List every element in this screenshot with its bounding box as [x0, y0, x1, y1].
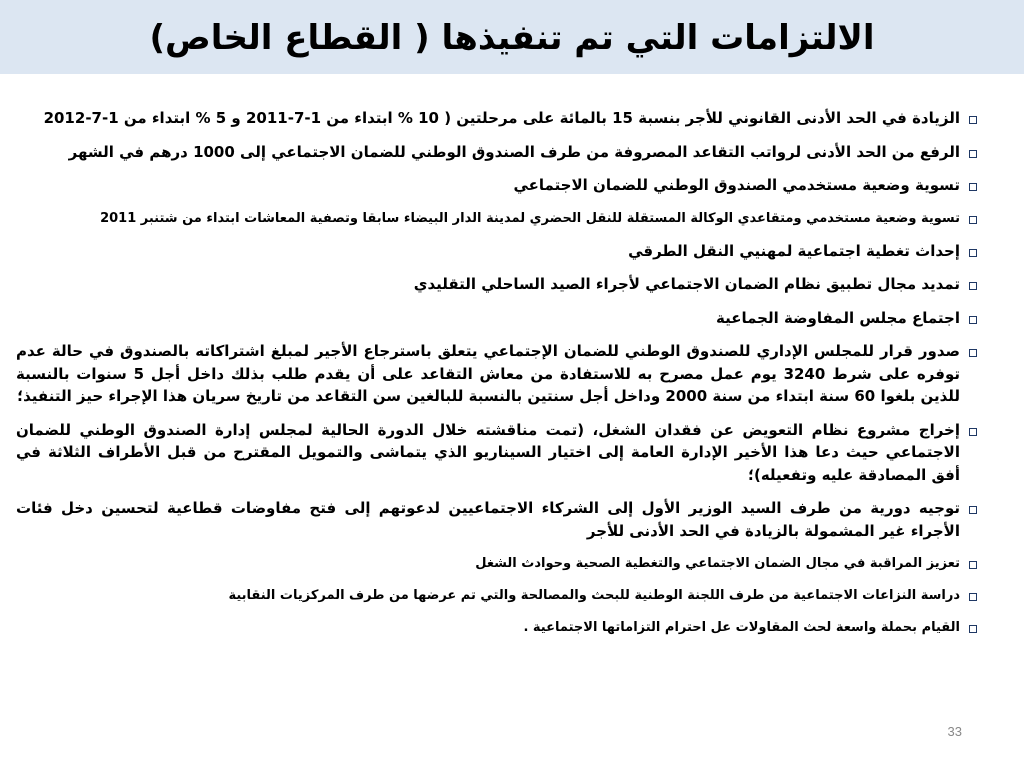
list-item — [16, 340, 982, 408]
bullet-text: القيام بحملة واسعة لحث المقاولات عل احترام التزاماتها الاجتماعية . — [523, 620, 960, 635]
list-item — [16, 141, 982, 164]
square-bullet-icon — [960, 307, 982, 329]
square-bullet-icon — [960, 419, 982, 441]
bullet-text: صدور قرار للمجلس الإداري للصندوق الوطني للضمان الإجتماعي يتعلق باسترجاع الأجير لمبلغ اشتراكاته بالصندوق في حالة عدم توفره على شرط 3240 يوم عمل مصرح به للاستفادة من معاش التقاعد على أن يقدم طلب بذلك داخل أجل 5 سنوات بالنسبة للذين بلغوا 60 سنة ابتداء من سنة 2000 وداخل أجل سنتين بالنسبة للبالغين سن التقاعد من تاريخ سريان هذا الإجراء حيز التنفيذ؛ — [16, 342, 960, 405]
bullet-list — [16, 107, 982, 649]
list-item — [16, 273, 982, 296]
page-number: 33 — [947, 724, 962, 739]
square-bullet-icon — [960, 107, 982, 129]
square-bullet-icon — [960, 273, 982, 295]
list-item — [16, 208, 982, 230]
list-item — [16, 107, 982, 130]
bullet-text: اجتماع مجلس المفاوضة الجماعية — [715, 308, 960, 327]
bullet-text: الرفع من الحد الأدنى لرواتب التقاعد المصروفة من طرف الصندوق الوطني للضمان الاجتماعي إلى 1000 درهم في الشهر — [68, 142, 960, 161]
square-bullet-icon — [960, 141, 982, 163]
square-bullet-icon — [960, 240, 982, 262]
bullet-text: إخراج مشروع نظام التعويض عن فقدان الشغل، (تمت مناقشته خلال الدورة الحالية لمجلس إدارة الصندوق الوطني للضمان الاجتماعي حيث دعا هذا الأخير الإدارة العامة إلى اختيار السيناريو الذي يتماشى والتمويل المقترح من قبل الأطراف الثلاثة في أفق المصادقة عليه وتفعيله)؛ — [16, 420, 960, 484]
list-item — [16, 585, 982, 607]
bullet-text: تعزيز المراقبة في مجال الضمان الاجتماعي والتغطية الصحية وحوادث الشغل — [475, 556, 960, 571]
bullet-text: الزيادة في الحد الأدنى القانوني للأجر بنسبة 15 بالمائة على مرحلتين ( 10 % ابتداء من 1-7-2011 و 5 % ابتداء من 1-7-2012 — [43, 109, 960, 127]
square-bullet-icon — [960, 617, 982, 639]
bullet-text: إحداث تغطية اجتماعية لمهنيي النقل الطرقي — [628, 241, 960, 260]
slide-title: الالتزامات التي تم تنفيذها ( القطاع الخاص) — [149, 18, 875, 58]
square-bullet-icon — [960, 208, 982, 230]
list-item — [16, 240, 982, 263]
square-bullet-icon — [960, 497, 982, 519]
square-bullet-icon — [960, 174, 982, 196]
list-item — [16, 553, 982, 575]
bullet-text: توجيه دورية من طرف السيد الوزير الأول إلى الشركاء الاجتماعيين لدعوتهم إلى فتح مفاوضات قطاعية لتحسين دخل فئات الأجراء غير المشمولة بالزيادة في الحد الأدنى للأجر — [16, 499, 960, 540]
list-item — [16, 497, 982, 542]
list-item — [16, 307, 982, 330]
bullet-text: تسوية وضعية مستخدمي الصندوق الوطني للضمان الاجتماعي — [513, 176, 960, 194]
bullet-text: تسوية وضعية مستخدمي ومتقاعدي الوكالة المستقلة للنقل الحضري لمدينة الدار البيضاء سابقا وتصفية المعاشات ابتداء من شتنبر 2011 — [100, 210, 960, 226]
list-item — [16, 419, 982, 487]
list-item — [16, 174, 982, 197]
list-item — [16, 617, 982, 639]
title-band — [0, 0, 1024, 74]
bullet-text: تمديد مجال تطبيق نظام الضمان الاجتماعي لأجراء الصيد الساحلي التقليدي — [413, 275, 960, 293]
square-bullet-icon — [960, 340, 982, 362]
bullet-text: دراسة النزاعات الاجتماعية من طرف اللجنة الوطنية للبحث والمصالحة والتي تم عرضها من طرف المركزيات النقابية — [228, 588, 960, 603]
square-bullet-icon — [960, 585, 982, 607]
square-bullet-icon — [960, 553, 982, 575]
